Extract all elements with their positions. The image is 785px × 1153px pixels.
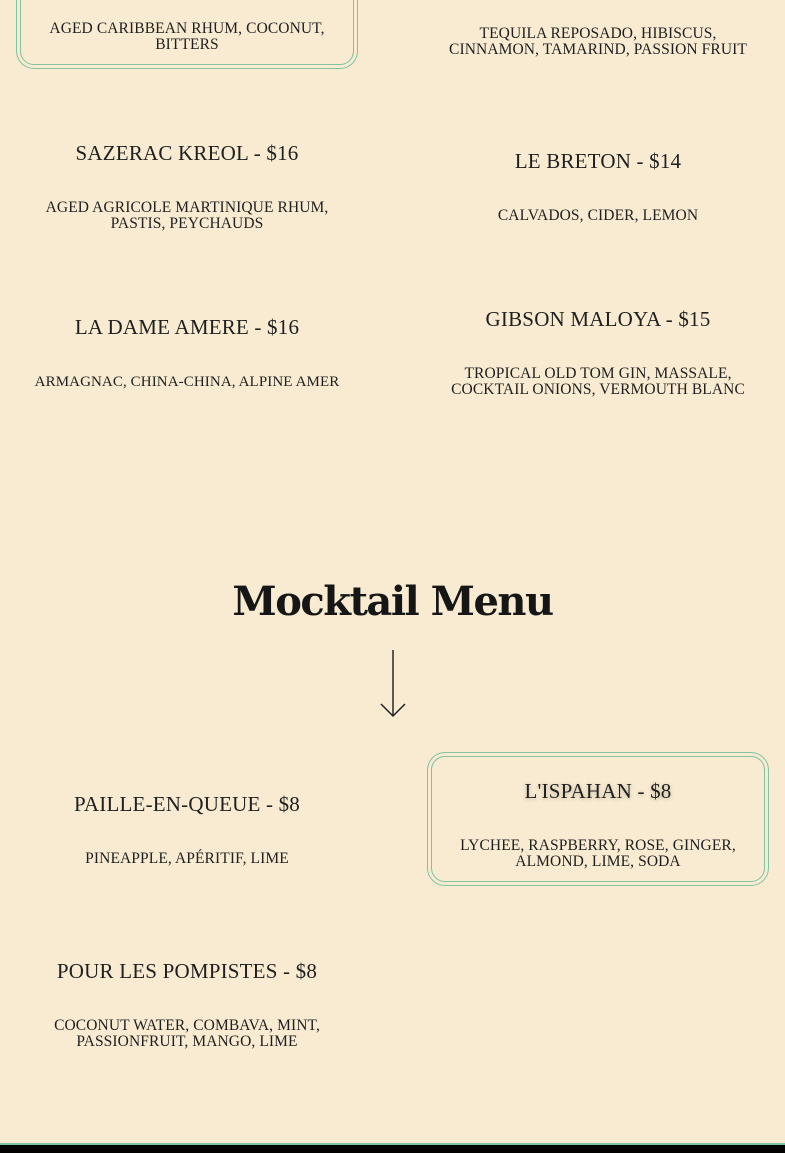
menu-item-card[interactable] bbox=[431, 26, 765, 58]
menu-item-card[interactable] bbox=[20, 315, 354, 390]
menu-item-description: TEQUILA REPOSADO, HIBISCUS, CINNAMON, TAMARIND, PASSION FRUIT bbox=[449, 25, 747, 58]
menu-item-description: LYCHEE, RASPBERRY, ROSE, GINGER, ALMOND, LIME, SODA bbox=[460, 837, 736, 870]
menu-item-card[interactable] bbox=[20, 959, 354, 1050]
menu-item-card-selected[interactable] bbox=[431, 756, 765, 882]
menu-item-name: LA DAME AMERE - $16 bbox=[74, 315, 300, 339]
section-title: Mocktail Menu bbox=[232, 578, 553, 625]
menu-item-name: L'ISPAHAN - $8 bbox=[524, 779, 672, 803]
menu-item-card[interactable] bbox=[20, 141, 354, 232]
menu-item-description: AGED AGRICOLE MARTINIQUE RHUM, PASTIS, PEYCHAUDS bbox=[45, 199, 329, 232]
menu-item-name: GIBSON MALOYA - $15 bbox=[485, 307, 711, 331]
menu-item-name: LE BRETON - $14 bbox=[514, 149, 682, 173]
menu-item-name: POUR LES POMPISTES - $8 bbox=[56, 959, 318, 983]
menu-item-description: AGED CARIBBEAN RHUM, COCONUT, BITTERS bbox=[49, 20, 325, 53]
menu-item-description: COCONUT WATER, COMBAVA, MINT, PASSIONFRUIT, MANGO, LIME bbox=[54, 1017, 320, 1050]
menu-item-description: CALVADOS, CIDER, LEMON bbox=[497, 207, 699, 224]
menu-item-name: PAILLE-EN-QUEUE - $8 bbox=[73, 792, 301, 816]
menu-item-name: SAZERAC KREOL - $16 bbox=[75, 141, 299, 165]
menu-item-description: ARMAGNAC, CHINA-CHINA, ALPINE AMER bbox=[34, 374, 340, 390]
menu-item-card[interactable] bbox=[431, 149, 765, 224]
menu-item-card[interactable] bbox=[20, 792, 354, 867]
menu-item-description: TROPICAL OLD TOM GIN, MASSALE, COCKTAIL ONIONS, VERMOUTH BLANC bbox=[451, 365, 745, 398]
menu-item-description: PINEAPPLE, APÉRITIF, LIME bbox=[85, 850, 289, 867]
footer-bar bbox=[0, 1143, 785, 1153]
menu-item-card[interactable] bbox=[431, 307, 765, 398]
arrow-down-icon bbox=[380, 650, 406, 720]
menu-item-card[interactable] bbox=[20, 0, 354, 65]
